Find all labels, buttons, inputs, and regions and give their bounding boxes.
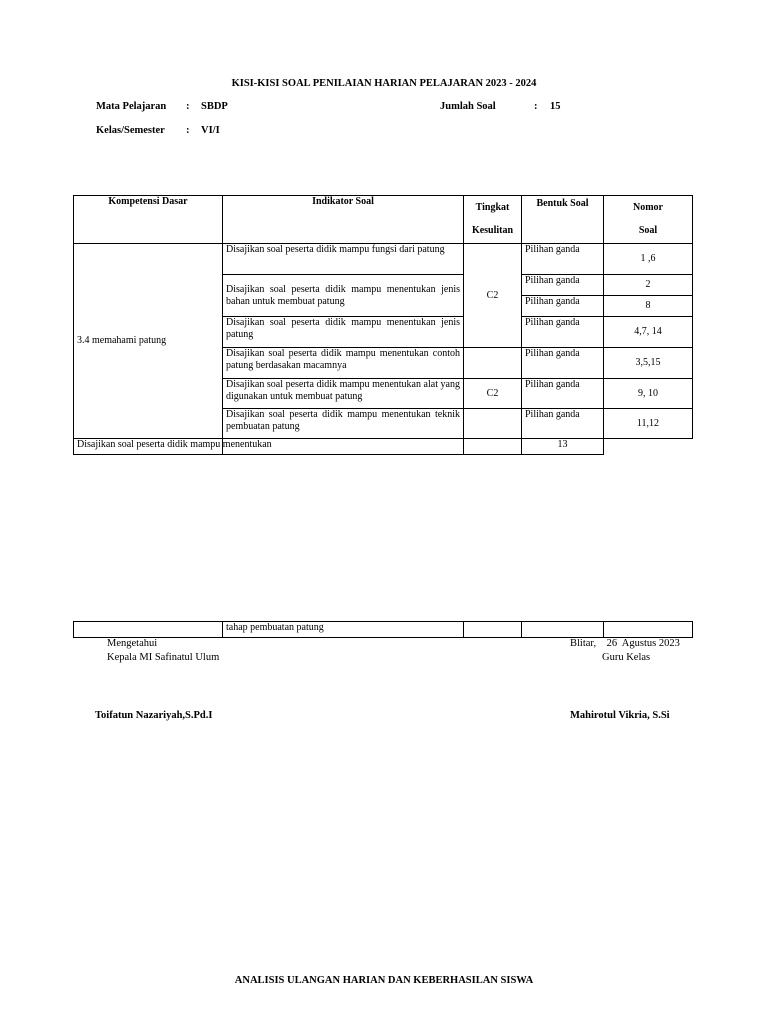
header-kompetensi-dasar: Kompetensi Dasar: [74, 196, 223, 244]
signature-left-line2: Kepala MI Safinatul Ulum: [107, 652, 220, 663]
count-label: Jumlah Soal: [440, 101, 496, 112]
header-indikator-soal: Indikator Soal: [223, 196, 464, 244]
bentuk-cell: Pilihan ganda: [522, 244, 604, 275]
nomor-cell: 9, 10: [604, 379, 693, 409]
bentuk-cell: Pilihan ganda: [522, 348, 604, 379]
indikator-cell: Disajikan soal peserta didik mampu menentukan teknik pembuatan patung: [223, 409, 464, 439]
table-header-row: [74, 196, 693, 244]
signature-right-name: Mahirotul Vikria, S.Si: [570, 710, 670, 721]
kisi-kisi-table-continued: [73, 621, 693, 638]
count-value: 15: [550, 101, 561, 112]
table-row: [74, 622, 693, 638]
kompetensi-dasar-cell: 3.4 memahami patung: [74, 244, 223, 439]
nomor-cell: 1 ,6: [604, 244, 693, 275]
subject-label: Mata Pelajaran: [96, 101, 167, 112]
table-row: [74, 244, 693, 275]
bentuk-cell: Pilihan ganda: [522, 296, 604, 317]
table-row: [74, 439, 693, 455]
kisi-kisi-table: [73, 195, 693, 455]
signature-left-line1: Mengetahui: [107, 638, 158, 649]
document-title: KISI-KISI SOAL PENILAIAN HARIAN PELAJARAN 2023 - 2024: [231, 78, 537, 89]
nomor-cell: 4,7, 14: [604, 317, 693, 348]
indikator-cell: Disajikan soal peserta didik mampu menentukan jenis bahan untuk membuat patung: [223, 275, 464, 317]
nomor-cell: 11,12: [604, 409, 693, 439]
tingkat-cell-empty: [464, 622, 522, 638]
header-bentuk-soal: Bentuk Soal: [522, 196, 604, 244]
subject-colon: :: [186, 101, 190, 112]
nomor-cell: 8: [604, 296, 693, 317]
subject-value: SBDP: [201, 101, 228, 112]
bentuk-cell: Pilihan ganda: [522, 317, 604, 348]
signature-right-place-date: Blitar, 26 Agustus 2023: [570, 638, 680, 649]
tingkat-cell-empty: [464, 348, 522, 379]
signature-left-name: Toifatun Nazariyah,S.Pd.I: [95, 710, 213, 721]
nomor-cell-empty: [604, 622, 693, 638]
class-colon: :: [186, 125, 190, 136]
count-colon: :: [534, 101, 538, 112]
bentuk-cell: Pilihan ganda: [522, 379, 604, 409]
bentuk-cell-empty: [522, 622, 604, 638]
class-value: VI/I: [201, 125, 220, 136]
indikator-cell: Disajikan soal peserta didik mampu menentukan: [74, 439, 223, 455]
class-label: Kelas/Semester: [96, 125, 165, 136]
indikator-cell: Disajikan soal peserta didik mampu menentukan jenis patung: [223, 317, 464, 348]
tingkat-cell-empty: [464, 409, 522, 439]
tingkat-cell: C2: [464, 244, 522, 348]
header-nomor-soal: Nomor Soal: [604, 196, 693, 244]
nomor-cell: 13: [522, 439, 604, 455]
bentuk-cell: Pilihan ganda: [522, 275, 604, 296]
indikator-cell: tahap pembuatan patung: [223, 622, 464, 638]
indikator-cell: Disajikan soal peserta didik mampu menentukan alat yang digunakan untuk membuat patung: [223, 379, 464, 409]
tingkat-cell: C2: [464, 379, 522, 409]
nomor-cell: 3,5,15: [604, 348, 693, 379]
signature-right-role: Guru Kelas: [602, 652, 651, 663]
kompetensi-dasar-cell-empty: [74, 622, 223, 638]
indikator-cell: Disajikan soal peserta didik mampu fungsi dari patung: [223, 244, 464, 275]
bentuk-cell: Pilihan ganda: [522, 409, 604, 439]
indikator-cell: Disajikan soal peserta didik mampu menentukan contoh patung berdasakan macamnya: [223, 348, 464, 379]
header-tingkat-kesulitan: Tingkat Kesulitan: [464, 196, 522, 244]
bentuk-cell: [464, 439, 522, 455]
next-page-title: ANALISIS ULANGAN HARIAN DAN KEBERHASILAN SISWA: [234, 975, 534, 986]
nomor-cell: 2: [604, 275, 693, 296]
